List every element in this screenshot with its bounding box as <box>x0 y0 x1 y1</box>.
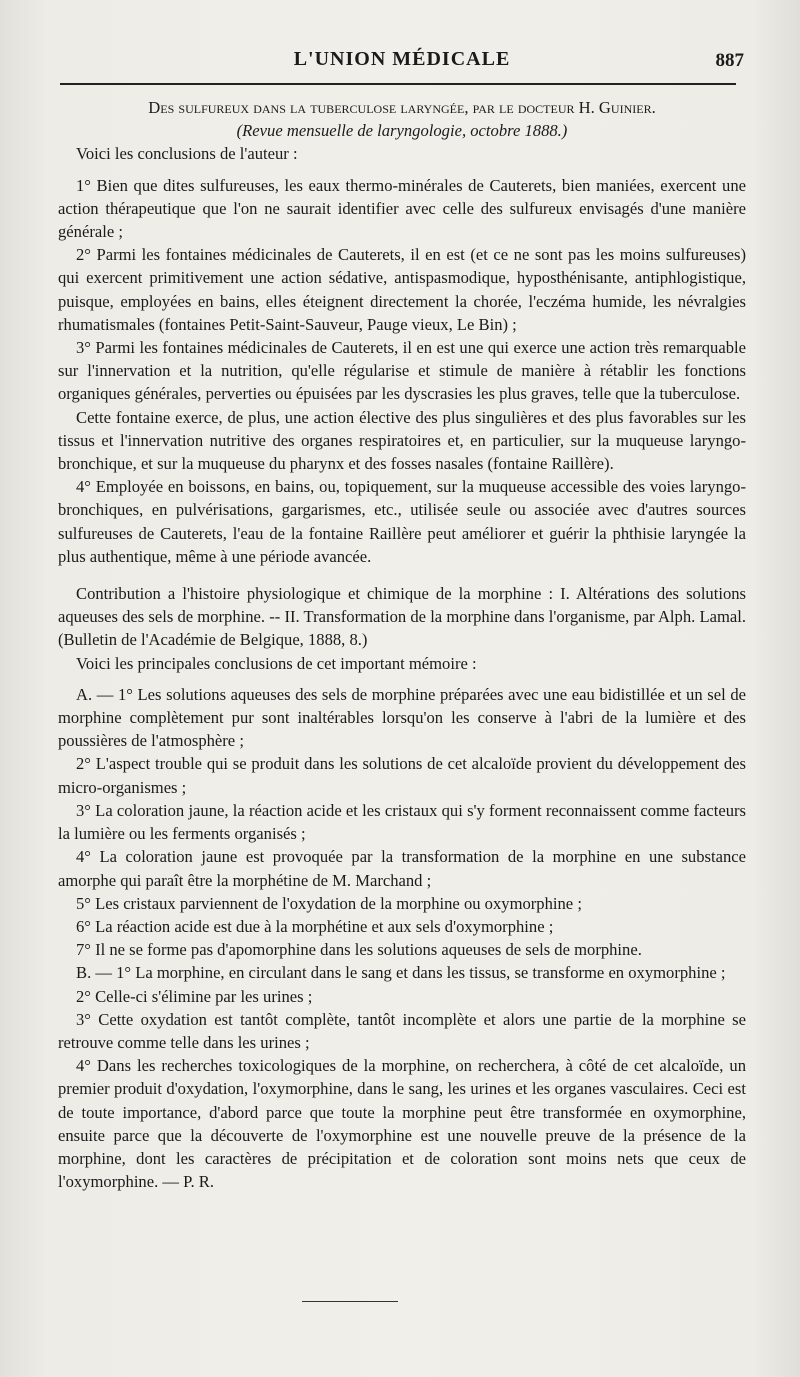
spacer <box>58 675 746 683</box>
article2-A-1: A. — 1° Les solutions aqueuses des sels de morphine préparées avec une eau bidistillée et un sel de morphine complètement pur sont inaltérables lorsqu'on les conserve à l'abri de la lumière et des poussières de l'atmosphère ; <box>58 684 746 751</box>
article2-B-2: 2° Celle-ci s'élimine par les urines ; <box>76 986 313 1006</box>
article1-point-3-continued: Cette fontaine exerce, de plus, une action élective des plus singulières et des plus favorables sur les tissus et l'innervation nutritive des organes respiratoires et, en particulier, sur la muqueuse laryngo-bronchique, et sur la muqueuse du pharynx et des fosses nasales (fontaine Raillère). <box>58 407 746 474</box>
article2-intro: Voici les principales conclusions de cet important mémoire : <box>76 653 477 673</box>
article2-A-7: 7° Il ne se forme pas d'apomorphine dans les solutions aqueuses de sels de morphine. <box>76 940 642 960</box>
article1-source: (Revue mensuelle de laryngologie, octobre 1888.) <box>236 121 568 141</box>
spacer <box>58 166 746 174</box>
article1-title: Des sulfureux dans la tuberculose laryngée, par le docteur H. Guinier. <box>148 98 656 117</box>
running-header <box>60 46 744 76</box>
spacer <box>58 568 746 582</box>
article1-intro: Voici les conclusions de l'auteur : <box>76 144 298 164</box>
header-rule <box>60 83 736 85</box>
body-text <box>58 96 746 1193</box>
article1-point-2: 2° Parmi les fontaines médicinales de Cauterets, il en est (et ce ne sont pas les moins sulfureuses) qui exercent primitivement une action sédative, antispasmodique, hyposthénisante, antiphlogistique, puisque, employées en bains, elles éteignent directement la chorée, l'eczéma humide, les névralgies rhumatismales (fontaines Petit-Saint-Sauveur, Pauge vieux, Le Bin) ; <box>58 245 746 334</box>
article2-A-4: 4° La coloration jaune est provoquée par la transformation de la morphine en une substance amorphe qui paraît être la morphétine de M. Marchand ; <box>58 847 746 890</box>
article1-point-4: 4° Employée en boissons, en bains, ou, topiquement, sur la muqueuse accessible des voies laryngo-bronchiques, en pulvérisations, gargarismes, etc., utilisée seule ou associée avec d'autres sources sulfureuses de Cauterets, l'eau de la fontaine Raillère peut améliorer et guérir la phthisie laryngée la plus authentique, même à une période avancée. <box>58 477 746 566</box>
article2-title: Contribution a l'histoire physiologique et chimique de la morphine : I. Altérations des solutions aqueuses des sels de morphine. -- II. Transformation de la morphine dans l'organisme, par Alph. Lamal. (Bulletin de l'Académie de Belgique, 1888, 8.) <box>58 584 746 650</box>
article2-A-2: 2° L'aspect trouble qui se produit dans les solutions de cet alcaloïde provient du développement des micro-organismes ; <box>58 754 746 797</box>
article2-A-3: 3° La coloration jaune, la réaction acide et les cristaux qui s'y forment reconnaissent comme facteurs la lumière ou les ferments organisés ; <box>58 800 746 844</box>
article2-B-1: B. — 1° La morphine, en circulant dans le sang et dans les tissus, se transforme en oxymorphine ; <box>76 963 726 983</box>
article1-point-1: 1° Bien que dites sulfureuses, les eaux thermo-minérales de Cauterets, bien maniées, exercent une action thérapeutique que l'on ne saurait identifier avec celle des sulfureux envisagés d'une manière générale ; <box>58 175 746 242</box>
article2-A-6: 6° La réaction acide est due à la morphétine et aux sels d'oxymorphine ; <box>76 916 554 936</box>
article2-A-5: 5° Les cristaux parviennent de l'oxydation de la morphine ou oxymorphine ; <box>76 893 582 913</box>
page-number: 887 <box>715 50 744 71</box>
closing-rule <box>302 1301 398 1302</box>
article2-B-3: 3° Cette oxydation est tantôt complète, tantôt incomplète et alors une partie de la morphine se retrouve comme telle dans les urines ; <box>58 1009 746 1052</box>
article2-B-4: 4° Dans les recherches toxicologiques de la morphine, on recherchera, à côté de cet alcaloïde, un premier produit d'oxydation, l'oxymorphine, dans le sang, les urines et les organes vasculaires. Ceci est de toute importance, d'abord parce que toute la morphine peut être transformée en oxymorphine, ensuite parce que la découverte de l'oxymorphine est une nouvelle preuve de la présence de la morphine, dont les caractères de précipitation et de coloration sont moins nets que ceux de l'oxymorphine. — P. R. <box>58 1056 746 1192</box>
article1-point-3: 3° Parmi les fontaines médicinales de Cauterets, il en est une qui exerce une action très remarquable sur l'innervation et la nutrition, qu'elle régularise et stimule de manière à rétablir les fonctions organiques générales, perverties ou épuisées par les dyscrasies les plus graves, telle que la tuberculose. <box>58 338 746 404</box>
journal-title: L'UNION MÉDICALE <box>293 48 511 70</box>
